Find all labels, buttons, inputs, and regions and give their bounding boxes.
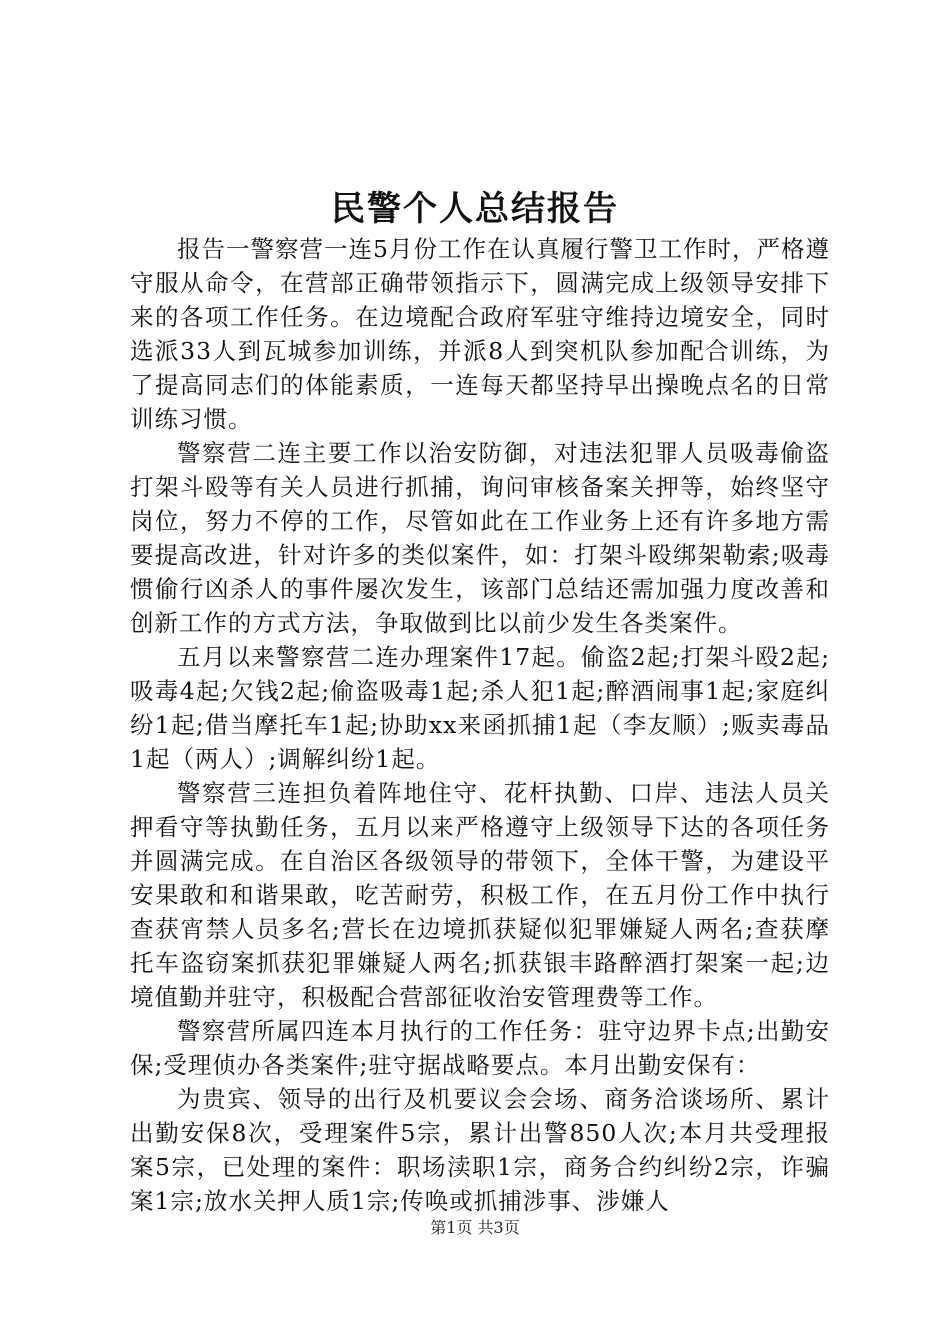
- paragraph-1: 报告一警察营一连5月份工作在认真履行警卫工作时，严格遵守服从命令，在营部正确带领指示下，圆满完成上级领导安排下来的各项工作任务。在边境配合政府军驻守维持边境安全，同时选派33人到瓦城参加训练，并派8人到突机队参加配合训练，为了提高同志们的体能素质，一连每天都坚持早出操晚点名的日常训练习惯。: [130, 235, 830, 433]
- page-footer: 第1页 共3页: [430, 1218, 520, 1237]
- paragraph-6: 为贵宾、领导的出行及机要议会会场、商务洽谈场所、累计出勤安保8次，受理案件5宗，累计出警850人次;本月共受理报案5宗，已处理的案件：职场渎职1宗，商务合约纠纷2宗，诈骗案1宗;放水关押人质1宗;传唤或抓捕涉事、涉嫌人: [130, 1085, 830, 1215]
- document-body: [130, 232, 830, 1218]
- paragraph-4: 警察营三连担负着阵地住守、花杆执勤、口岸、违法人员关押看守等执勤任务，五月以来严格遵守上级领导下达的各项任务并圆满完成。在自治区各级领导的带领下，全体干警，为建设平安果敢和和谐果敢，吃苦耐劳，积极工作，在五月份工作中执行查获宵禁人员多名;营长在边境抓获疑似犯罪嫌疑人两名;查获摩托车盗窃案抓获犯罪嫌疑人两名;抓获银丰路醉酒打架案一起;边境值勤并驻守，积极配合营部征收治安管理费等工作。: [130, 779, 830, 1011]
- paragraph-2: 警察营二连主要工作以治安防御，对违法犯罪人员吸毒偷盗打架斗殴等有关人员进行抓捕，询问审核备案关押等，始终坚守岗位，努力不停的工作，尽管如此在工作业务上还有许多地方需要提高改进，针对许多的类似案件，如：打架斗殴绑架勒索;吸毒惯偷行凶杀人的事件屡次发生，该部门总结还需加强力度改善和创新工作的方式方法，争取做到比以前少发生各类案件。: [130, 439, 830, 637]
- paragraph-3: 五月以来警察营二连办理案件17起。偷盗2起;打架斗殴2起;吸毒4起;欠钱2起;偷盗吸毒1起;杀人犯1起;醉酒闹事1起;家庭纠纷1起;借当摩托车1起;协助xx来函抓捕1起（李友顺）;贩卖毒品1起（两人）;调解纠纷1起。: [130, 643, 830, 773]
- document-title: 民警个人总结报告: [331, 189, 619, 229]
- paragraph-5: 警察营所属四连本月执行的工作任务：驻守边界卡点;出勤安保;受理侦办各类案件;驻守据战略要点。本月出勤安保有：: [130, 1017, 830, 1079]
